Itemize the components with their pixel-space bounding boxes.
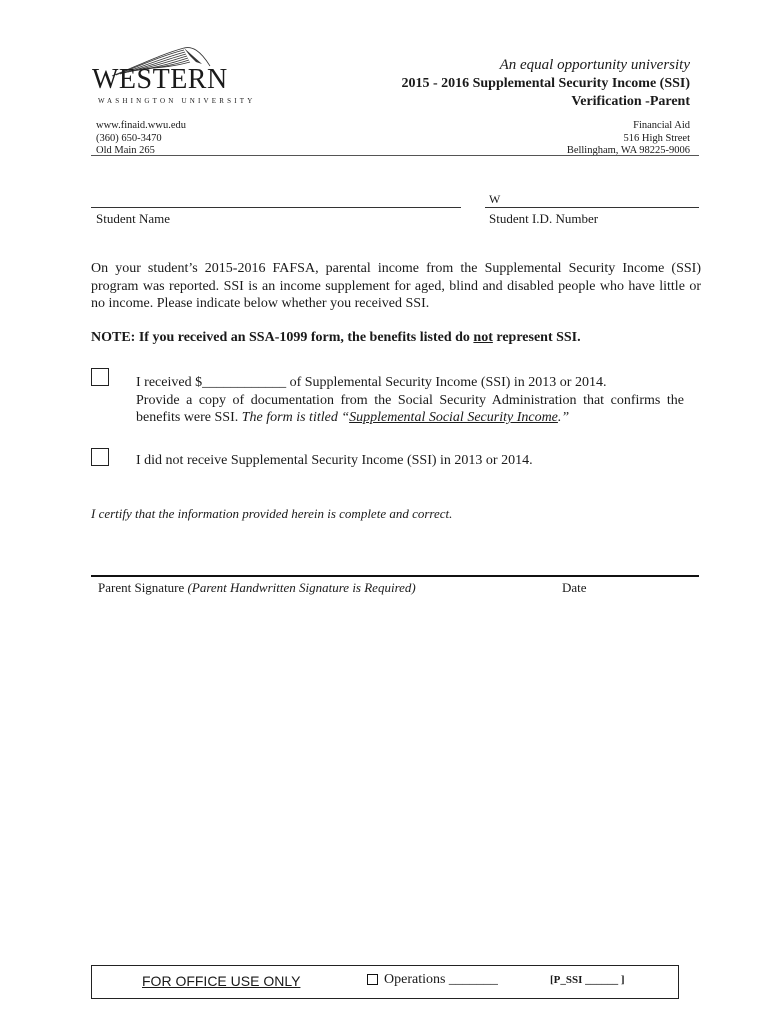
student-name-field[interactable]: [91, 207, 461, 208]
form-title-end: .”: [557, 410, 570, 425]
note-underlined: not: [473, 330, 493, 345]
phone-number: (360) 650-3470: [96, 132, 162, 144]
received-amount-line: I received $____________ of Supplemental Security Income (SSI) in 2013 or 2014.: [136, 375, 607, 390]
signature-line[interactable]: [91, 575, 699, 577]
website-link[interactable]: www.finaid.wwu.edu: [96, 120, 187, 131]
form-title-italic: The form is titled “: [241, 410, 350, 425]
note-before: NOTE: If you received an SSA-1099 form, the benefits listed do: [91, 330, 474, 345]
not-received-ssi-text: I did not receive Supplemental Security Income (SSI) in 2013 or 2014.: [136, 453, 533, 468]
contact-right: [567, 120, 690, 158]
office-use-box: [91, 965, 679, 999]
note-after: represent SSI.: [492, 330, 581, 345]
student-id-field[interactable]: [485, 207, 699, 208]
note-text: [91, 330, 581, 346]
department-name: Financial Aid: [633, 120, 690, 131]
received-documentation: [136, 392, 684, 427]
form-title-underlined: Supplemental Social Security Income: [349, 410, 558, 425]
received-ssi-checkbox[interactable]: [91, 368, 109, 386]
header-divider: [91, 155, 699, 156]
form-title-line1: 2015 - 2016 Supplemental Security Income (SSI): [401, 76, 690, 91]
date-label: Date: [562, 580, 587, 595]
office-use-label: FOR OFFICE USE ONLY: [142, 973, 301, 989]
documentation-text: Provide a copy of documentation from the Social Security Administration that confirms the benefits were SSI.: [136, 392, 684, 425]
student-id-prefix: W: [489, 192, 501, 206]
street-address: 516 High Street: [623, 132, 690, 144]
intro-paragraph: On your student’s 2015-2016 FAFSA, parental income from the Supplemental Security Income (SSI) program was reported. SSI is an income supplement for aged, blind and disabled people who have little or no income. Please indicate below whether you received SSI.: [91, 261, 701, 311]
operations-label: Operations _______: [384, 972, 498, 987]
contact-left: [96, 120, 186, 158]
form-code: [P_SSI ______ ]: [550, 974, 625, 986]
office-location: Old Main 265: [96, 145, 155, 156]
received-ssi-text: [136, 374, 684, 427]
student-name-label: Student Name: [96, 211, 171, 226]
signature-label-text: Parent Signature: [98, 580, 188, 595]
signature-label: [98, 580, 416, 596]
city-address: Bellingham, WA 98225-9006: [566, 145, 690, 156]
header-titles: [401, 56, 690, 111]
operations-checkbox[interactable]: [367, 974, 378, 985]
form-title-line2: Verification -Parent: [571, 94, 690, 109]
logo-tagline: WASHINGTON UNIVERSITY: [98, 97, 256, 105]
not-received-ssi-checkbox[interactable]: [91, 448, 109, 466]
certify-statement: I certify that the information provided herein is complete and correct.: [91, 506, 453, 521]
logo-wordmark: WESTERN: [92, 64, 228, 95]
equal-opportunity-text: An equal opportunity university: [499, 57, 690, 73]
signature-note: (Parent Handwritten Signature is Required): [187, 580, 416, 595]
student-id-label: Student I.D. Number: [489, 211, 599, 226]
